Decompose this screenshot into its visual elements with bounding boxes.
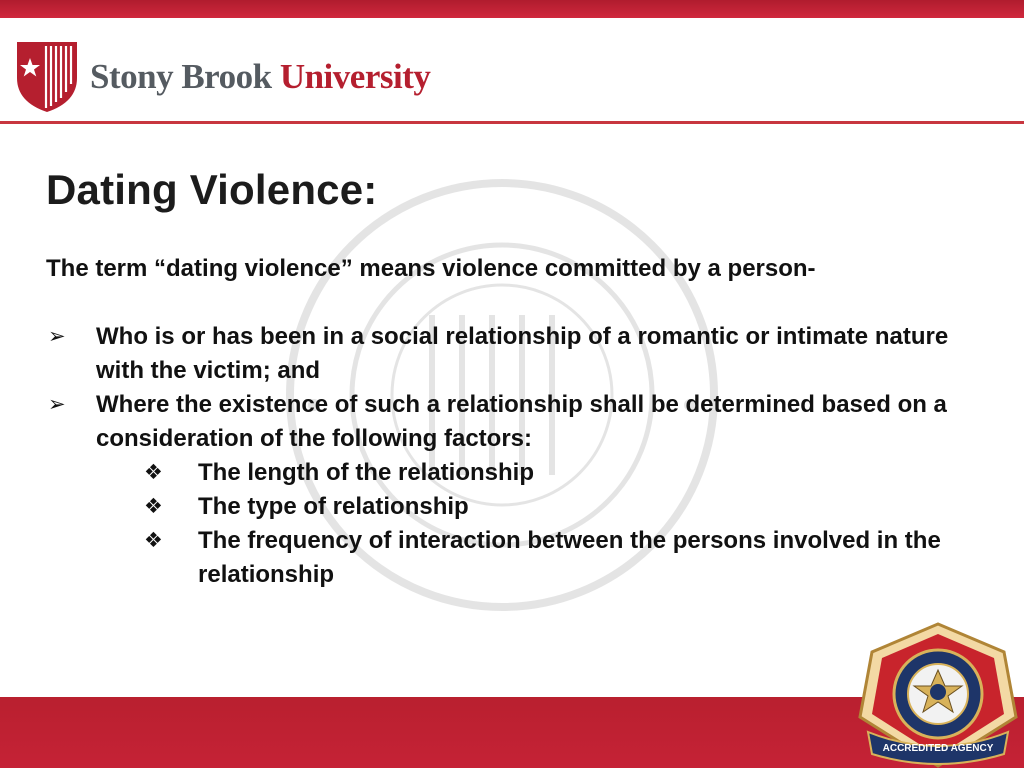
bullet-text: Where the existence of such a relationship shall be determined based on a consideration of the following factors: (96, 391, 947, 452)
slide-body (46, 252, 986, 592)
factor-item (46, 490, 986, 524)
diamond-bullet-icon: ❖ (144, 461, 163, 484)
factor-item (46, 456, 986, 490)
diamond-bullet-icon: ❖ (144, 495, 163, 518)
university-logo (14, 38, 430, 114)
definition-intro: The term “dating violence” means violence committed by a person- (46, 255, 816, 282)
bullet-text: Who is or has been in a social relationship of a romantic or intimate nature with the victim; and (96, 323, 949, 384)
bullet-item (46, 388, 986, 456)
logo-word-university: University (279, 57, 431, 96)
diamond-bullet-icon: ❖ (144, 529, 163, 552)
factor-text: The length of the relationship (198, 459, 534, 486)
spacer (46, 286, 986, 320)
arrow-bullet-icon: ➢ (48, 393, 66, 416)
factor-item (46, 524, 986, 592)
factor-text: The type of relationship (198, 493, 469, 520)
badge-label: ACCREDITED AGENCY (882, 743, 994, 754)
university-wordmark (90, 57, 430, 97)
shield-logo-icon (14, 38, 80, 114)
factor-text: The frequency of interaction between the persons involved in the relationship (198, 527, 941, 588)
top-brand-stripe (0, 0, 1024, 18)
arrow-bullet-icon: ➢ (48, 325, 66, 348)
bullet-item (46, 320, 986, 388)
header-divider (0, 121, 1024, 124)
accreditation-seal-icon (856, 622, 1020, 768)
logo-word-stony-brook: Stony Brook (90, 57, 272, 96)
slide-title: Dating Violence: (46, 166, 378, 213)
